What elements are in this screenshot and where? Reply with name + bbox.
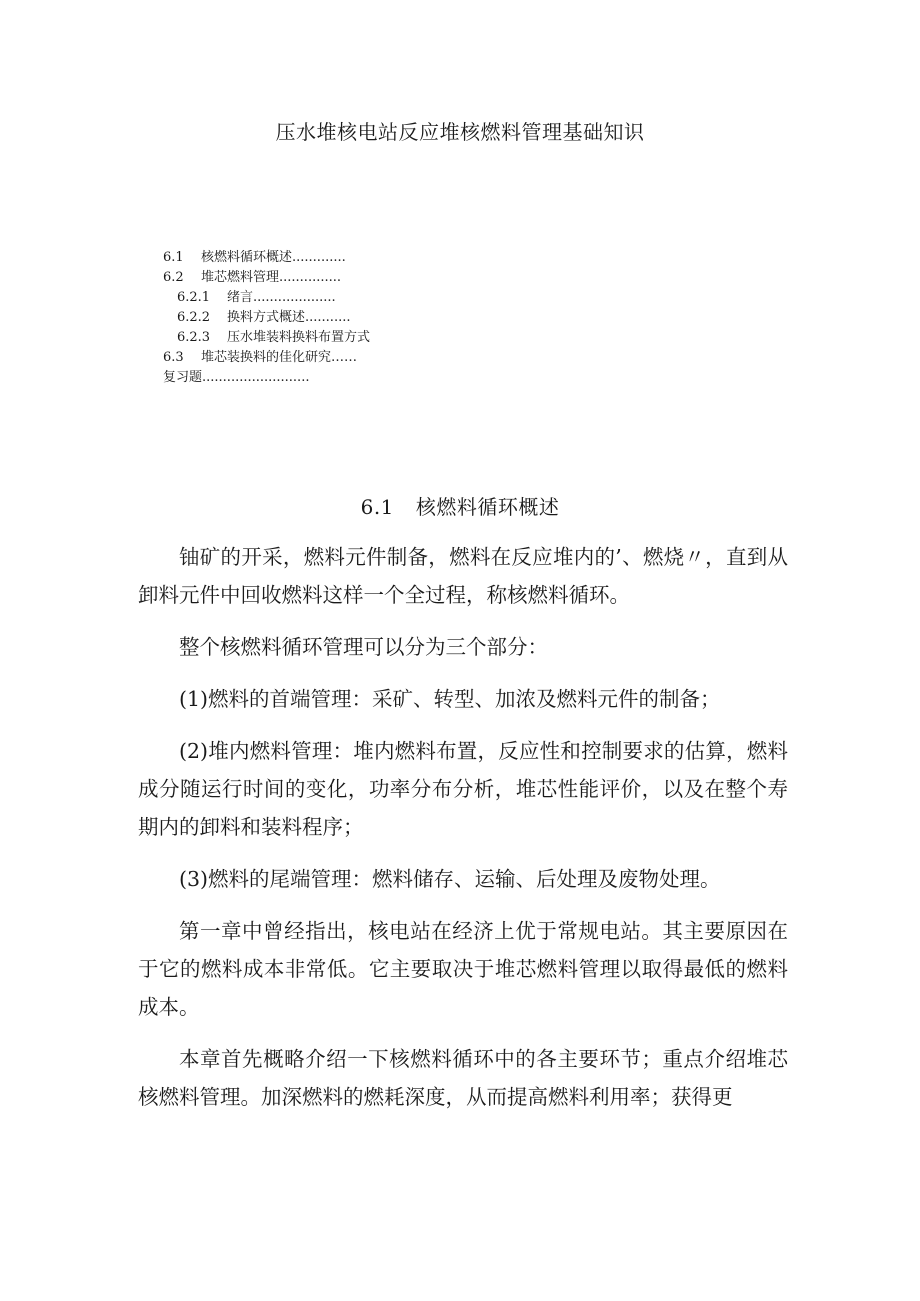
toc-entry	[163, 348, 423, 368]
section-heading	[0, 491, 920, 520]
toc-entry-label: 复习题	[163, 370, 203, 385]
body-paragraph: 整个核燃料循环管理可以分为三个部分：	[179, 635, 548, 659]
toc-entry	[163, 248, 423, 268]
body-paragraph: 第一章中曾经指出，核电站在经济上优于常规电站。其主要原因在于它的燃料成本非常低。它主要取决于堆芯燃料管理以取得最低的燃料成本。	[138, 919, 788, 1019]
toc-entry-number: 6.1	[163, 250, 184, 265]
toc-entry-label: 堆芯燃料管理	[201, 270, 280, 285]
section-title: 核燃料循环概述	[415, 495, 560, 519]
toc-entry-number: 6.2.3	[177, 330, 211, 345]
toc-entry-number: 6.3	[163, 350, 184, 365]
toc-entry-leader: ...........	[305, 310, 351, 325]
toc-entry	[163, 308, 423, 328]
body-paragraph: 铀矿的开采，燃料元件制备，燃料在反应堆内的’、燃烧〃，直到从卸料元件中回收燃料这样一个全过程，称核燃料循环。	[138, 545, 788, 607]
toc-entry-label: 核燃料循环概述	[201, 250, 293, 265]
section-number: 6.1	[360, 495, 394, 519]
toc-entry-label: 堆芯装换料的佳化研究	[201, 350, 332, 365]
toc-entry-label: 压水堆装料换料布置方式	[227, 330, 371, 345]
toc-entry	[163, 328, 423, 348]
toc-entry-leader: ...............	[279, 270, 342, 285]
body-paragraph: (2)堆内燃料管理：堆内燃料布置，反应性和控制要求的估算，燃料成分随运行时间的变化，功率分布分析，堆芯性能评价，以及在整个寿期内的卸料和装料程序；	[138, 739, 788, 839]
toc-entry-label: 绪言	[227, 290, 254, 305]
toc-entry-label: 换料方式概述	[227, 310, 306, 325]
section-body	[138, 538, 788, 1130]
toc-entry-number: 6.2	[163, 270, 184, 285]
toc-entry	[163, 368, 423, 388]
toc-entry-leader: ……	[331, 350, 358, 365]
toc-entry-leader: ....................	[253, 290, 336, 305]
toc-entry-leader: .............	[292, 250, 346, 265]
body-paragraph: (1)燃料的首端管理：采矿、转型、加浓及燃料元件的制备；	[179, 687, 721, 711]
toc-entry-number: 6.2.2	[177, 310, 211, 325]
toc-entry-leader: ..........................	[202, 370, 310, 385]
body-paragraph: (3)燃料的尾端管理：燃料储存、运输、后处理及废物处理。	[179, 867, 721, 891]
body-paragraph: 本章首先概略介绍一下核燃料循环中的各主要环节；重点介绍堆芯核燃料管理。加深燃料的燃耗深度，从而提高燃料利用率；获得更	[138, 1047, 788, 1109]
table-of-contents	[163, 248, 423, 388]
toc-entry	[163, 268, 423, 288]
toc-entry	[163, 288, 423, 308]
toc-entry-number: 6.2.1	[177, 290, 211, 305]
document-title: 压水堆核电站反应堆核燃料管理基础知识	[275, 120, 645, 144]
